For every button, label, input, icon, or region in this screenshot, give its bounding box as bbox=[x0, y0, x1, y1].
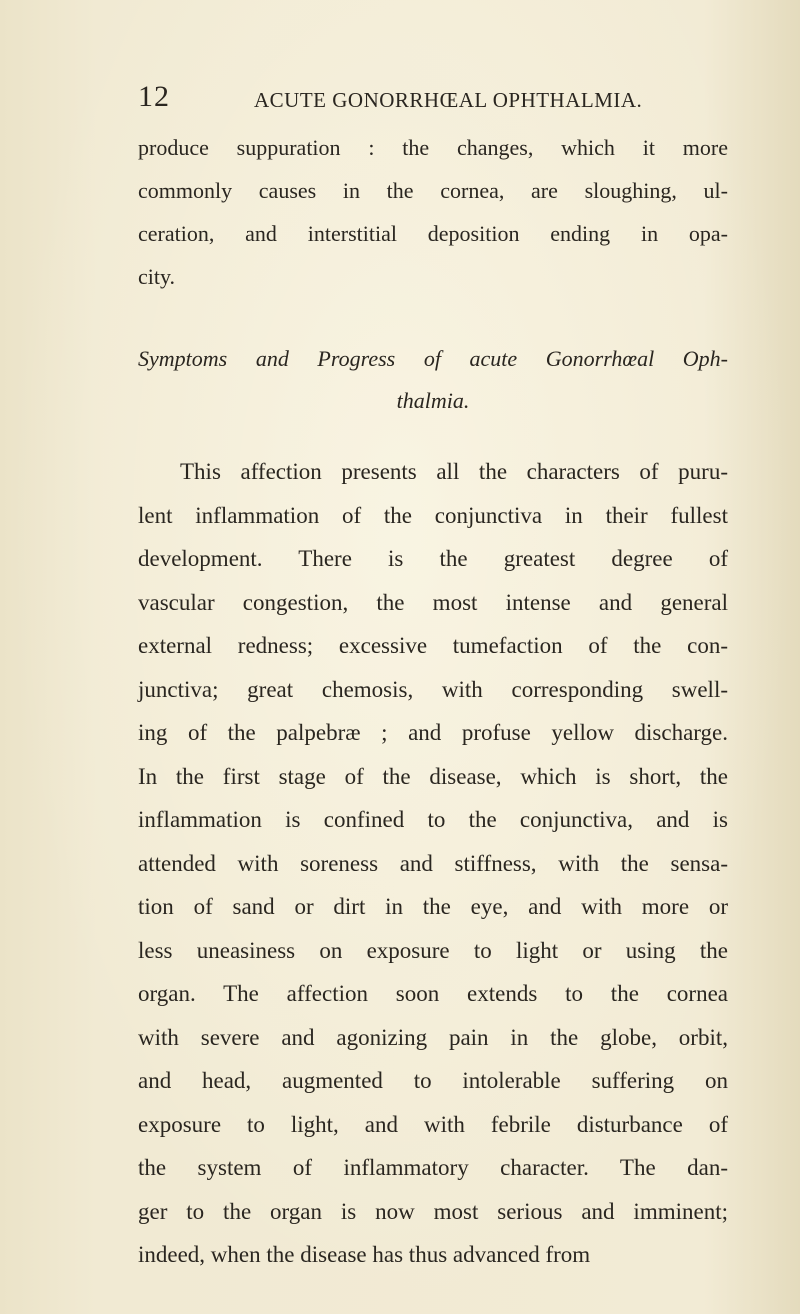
text-line: ger to the organ is now most serious and imminent; bbox=[138, 1198, 728, 1224]
section-heading-line: Symptoms and Progress of acute Gonorrhœal Oph- bbox=[138, 346, 728, 371]
text-line: junctiva; great chemosis, with corresponding swell- bbox=[138, 676, 728, 702]
running-head: ACUTE GONORRHŒAL OPHTHALMIA. bbox=[254, 88, 643, 112]
text-line: external redness; excessive tumefaction of the con- bbox=[138, 633, 728, 658]
intro-paragraph bbox=[138, 126, 728, 298]
text-line: indeed, when the disease has thus advanced from bbox=[138, 1242, 591, 1267]
text-line: vascular congestion, the most intense and general bbox=[138, 589, 728, 615]
text-line: organ. The affection soon extends to the cornea bbox=[138, 981, 728, 1006]
page-number: 12 bbox=[138, 80, 170, 113]
text-line: This affection presents all the characters of puru- bbox=[180, 459, 728, 484]
body-paragraph bbox=[138, 450, 728, 1277]
text-line: development. There is the greatest degree of bbox=[138, 546, 728, 571]
text-line: the system of inflammatory character. The dan- bbox=[138, 1155, 728, 1180]
text-line: ing of the palpebræ ; and profuse yellow discharge. bbox=[138, 720, 728, 745]
text-line: ceration, and interstitial deposition ending in opa- bbox=[138, 221, 728, 246]
text-line: commonly causes in the cornea, are sloughing, ul- bbox=[138, 178, 728, 203]
text-line: and head, augmented to intolerable suffering on bbox=[138, 1068, 728, 1093]
section-heading-line: thalmia. bbox=[396, 388, 470, 413]
text-line: attended with soreness and stiffness, with the sensa- bbox=[138, 850, 728, 876]
text-line: In the first stage of the disease, which is short, the bbox=[138, 763, 728, 789]
text-line: lent inflammation of the conjunctiva in their fullest bbox=[138, 502, 728, 528]
section-heading bbox=[138, 338, 728, 422]
text-line: exposure to light, and with febrile disturbance of bbox=[138, 1111, 728, 1137]
text-line: less uneasiness on exposure to light or using the bbox=[138, 937, 728, 963]
text-line: city. bbox=[138, 264, 176, 289]
text-line: produce suppuration : the changes, which it more bbox=[138, 135, 728, 160]
text-line: tion of sand or dirt in the eye, and with more or bbox=[138, 894, 728, 919]
text-line: with severe and agonizing pain in the globe, orbit, bbox=[138, 1024, 728, 1050]
page-header bbox=[138, 80, 738, 120]
text-line: inflammation is confined to the conjunctiva, and is bbox=[138, 807, 728, 832]
